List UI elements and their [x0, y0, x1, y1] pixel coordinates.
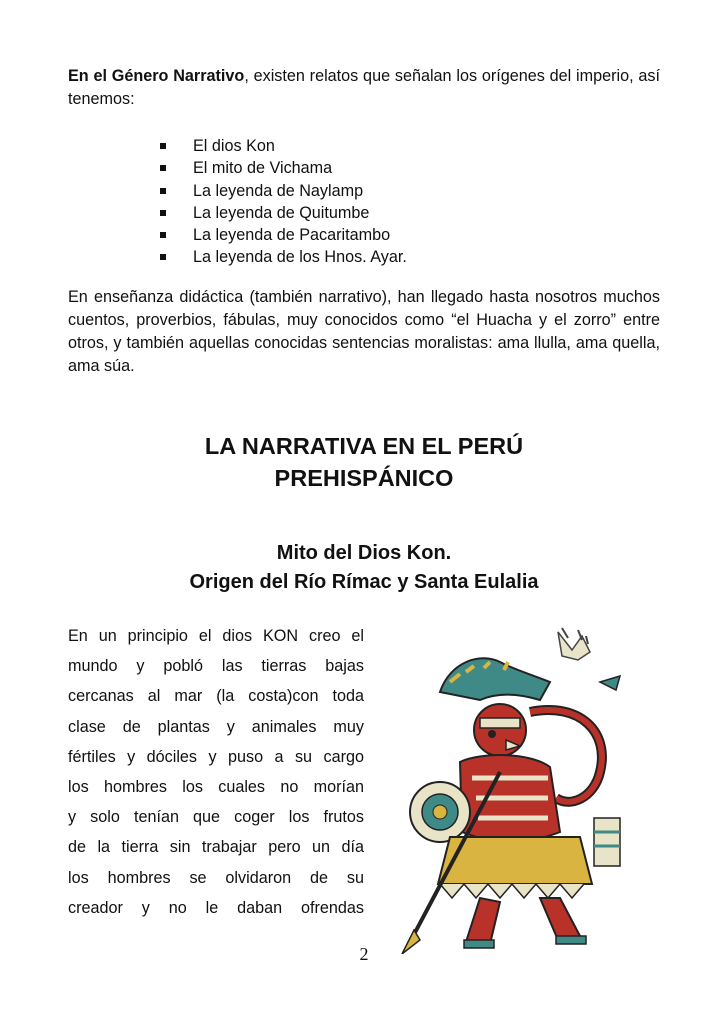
list-item: La leyenda de Naylamp	[155, 180, 407, 202]
page-number: 2	[359, 944, 369, 964]
section-title-line-2: PREHISPÁNICO	[274, 465, 454, 491]
story-title-line-1: Mito del Dios Kon.	[276, 542, 452, 564]
list-item: La leyenda de Pacaritambo	[155, 224, 407, 246]
list-item: El mito de Vichama	[155, 157, 407, 179]
story-line: creador y no le daban ofrendas	[68, 898, 364, 917]
section-title	[110, 430, 618, 494]
square-bullet-icon	[160, 232, 166, 238]
story-line: clase de plantas y animales muy	[68, 717, 364, 736]
list-item: La leyenda de los Hnos. Ayar.	[155, 246, 407, 268]
story-title-line-2: Origen del Río Rímac y Santa Eulalia	[189, 571, 539, 593]
headdress-icon	[558, 628, 590, 660]
square-bullet-icon	[160, 143, 166, 149]
story-title	[110, 539, 618, 597]
story-line: cercanas al mar (la costa)con toda	[68, 687, 364, 706]
intro-text: , existen relatos que señalan los orígenes del imperio, así tenemos:	[68, 67, 660, 108]
list-item: La leyenda de Quitumbe	[155, 202, 407, 224]
deity-kon-illustration	[380, 622, 670, 954]
didactic-paragraph: En enseñanza didáctica (también narrativo), han llegado hasta nosotros muchos cuentos, proverbios, fábulas, muy conocidos como “el Huacha y el zorro” entre otros, y también aquellas conocidas sentencias moralistas: ama llulla, ama quella, ama súa.	[68, 288, 660, 375]
story-line: y solo tenían que coger los frutos	[68, 808, 364, 827]
story-line: mundo y pobló las tierras bajas	[68, 657, 364, 676]
section-title-line-1: LA NARRATIVA EN EL PERÚ	[204, 433, 524, 459]
list-item: El dios Kon	[155, 135, 407, 157]
story-text	[68, 621, 364, 923]
square-bullet-icon	[160, 165, 166, 171]
intro-paragraph	[68, 65, 660, 111]
story-line: de la tierra sin trabajar pero un día	[68, 838, 364, 857]
story-line: los hombres se olvidaron de su	[68, 868, 364, 887]
origin-stories-list	[155, 135, 407, 269]
story-line: En un principio el dios KON creo el	[68, 627, 364, 645]
intro-bold-lead: En el Género Narrativo	[68, 67, 245, 85]
square-bullet-icon	[160, 254, 166, 260]
story-line: fértiles y dóciles y puso a su cargo	[68, 747, 364, 766]
square-bullet-icon	[160, 188, 166, 194]
story-line: los hombres los cuales no morían	[68, 778, 364, 797]
square-bullet-icon	[160, 210, 166, 216]
